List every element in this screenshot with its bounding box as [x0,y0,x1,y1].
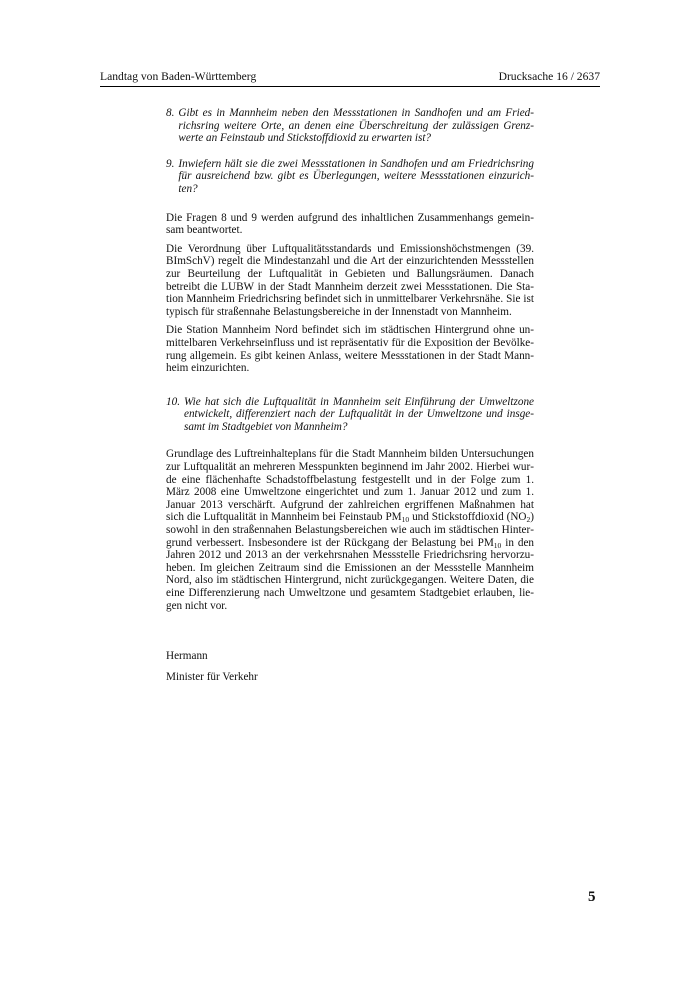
page-number: 5 [588,889,596,905]
answer-text: Grundlage des Luftreinhalteplans für die Stadt Mannheim bilden Untersuchungen zur Luftqualität an mehreren Messpunkten beginnend im Jahr 2002. Hierbei wurde eine flächenhafte Schadstoffbelastung festgestellt und in der Folge zum 1. März 2008 eine Umweltzone eingerichtet und zum 1. Januar 2012 und zum 1. Januar 2013 verschärft. Aufgrund der zahlreichen ergriffenen Maßnahmen hat sich die Luftqualität in Mannheim bei Feinstaub PM [166,448,534,524]
subscript: 10 [401,515,410,525]
question-8 [166,107,534,145]
question-number: 8. [166,107,175,119]
question-text: Gibt es in Mannheim neben den Messstationen in Sandhofen und am Friedrichsring weitere Orte, an denen eine Überschreitung der zulässigen Grenzwerte an Feinstaub und Stickstoffdioxid zu erwarten ist? [178,107,534,145]
answer-paragraph: Die Verordnung über Luftqualitätsstandards und Emissionshöchstmengen (39. BImSchV) regelt die Mindestanzahl und die Art der einzurichtenden Messstellen zur Beurteilung der Luftqualität in Gebieten und Ballungsräumen. Danach betreibt die LUBW in der Stadt Mannheim derzeit zwei Messstationen. Die Station Mannheim Friedrichsring befindet sich in unmittelbarer Verkehrsnähe. Sie ist typisch für straßennahe Belastungsbereiche in der Innenstadt von Mannheim. [166,242,534,318]
signature-name: Hermann [166,650,208,663]
signature-title: Minister für Verkehr [166,670,258,683]
answer-text: ) sowohl in den straßennahen Belastungsbereichen wie auch im städtischen Hintergrund verbessert. Insbesondere ist der Rückgang der Belastung bei PM [166,511,534,549]
question-number: 9. [166,157,175,170]
answer-text: in den Jahren 2012 und 2013 an der verkehrsnahen Messstelle Friedrichsring hervorzuheben. Im gleichen Zeitraum sind die Emissionen an der Messstelle Mannheim Nord, also im städtischen Hintergrund, nicht zurückgegangen. Weitere Daten, die eine Differenzierung nach Umweltzone und gesamtem Stadtgebiet erlauben, liegen nicht vor. [166,536,535,612]
answer-paragraph: Die Station Mannheim Nord befindet sich im städtischen Hintergrund ohne unmittelbaren Verkehrseinfluss und ist repräsentativ für die Exposition der Bevölkerung allgemein. Es gibt keinen Anlass, weitere Messstationen in der Stadt Mannheim einzurichten. [166,324,534,375]
question-10 [166,396,534,434]
question-9 [166,158,534,196]
document-body [166,107,534,683]
header-document-number: Drucksache 16 / 2637 [498,70,600,83]
subscript: 2 [526,515,531,525]
header-parliament: Landtag von Baden-Württemberg [100,70,257,83]
subscript: 10 [493,540,502,550]
question-number: 10. [166,395,180,408]
answer-paragraph: Die Fragen 8 und 9 werden aufgrund des inhaltlichen Zusammenhangs gemeinsam beantwortet. [166,211,534,237]
answer-text: und Stickstoffdioxid (NO [409,511,527,524]
answer-10-paragraph [166,448,534,612]
question-text: Inwiefern hält sie die zwei Messstationen in Sandhofen und am Friedrichsring für ausreichend bzw. gibt es Überlegungen, weitere Messstationen einzurichten? [178,157,534,195]
question-text: Wie hat sich die Luftqualität in Mannheim seit Einführung der Umweltzone entwickelt, differenziert nach der Luftqualität in der Umweltzone und insgesamt im Stadtgebiet von Mannheim? [183,395,534,433]
page-header [100,70,600,87]
